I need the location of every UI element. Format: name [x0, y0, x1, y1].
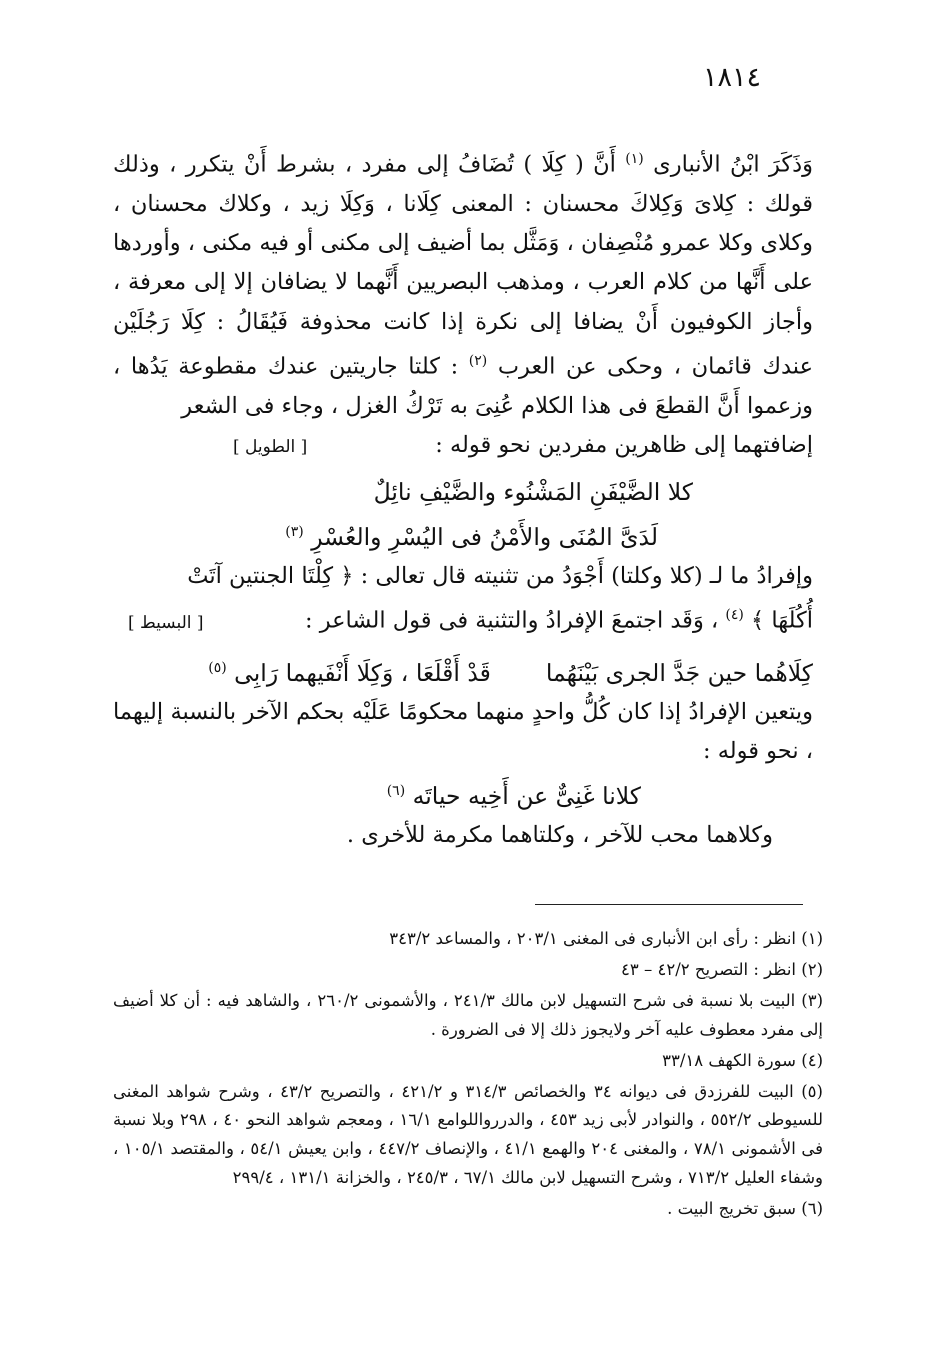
footnote-ref-1: (١) — [625, 151, 644, 167]
verse-1-hemistich-2 — [113, 513, 813, 557]
paragraph-2 — [113, 557, 813, 596]
footnote-1: (١) انظر : رأى ابن الأنبارى فى المغنى ٢٠٣/١ ، والمساعد ٣٤٣/٢ — [389, 929, 823, 948]
paragraph-4 — [113, 816, 813, 855]
footnotes — [113, 925, 823, 1226]
verse-2 — [113, 649, 813, 693]
footnote-ref-4: (٤) — [725, 607, 744, 624]
verse-1-hemistich-1 — [113, 473, 813, 512]
footnote-ref-3: (٣) — [285, 523, 304, 540]
text-run: ويتعين الإفرادُ إذا كان كُلُّ واحدٍ منهما محكومًا عَلَيْه بحكم الآخر بالنسبة إليهما ، نحو قوله : — [113, 699, 813, 765]
text-run: وكلاهما محب للآخر ، وكلتاهما مكرمة للأخرى . — [346, 821, 773, 848]
verse-3 — [113, 772, 813, 816]
text-run: وإفرادُ ما لـ (كلا وكلتا) أَجْوَدُ من تثنيته قال تعالى : ﴿ كِلْتَا الجنتين آتَتْ — [187, 562, 813, 589]
footnote-4: (٤) سورة الكهف ٣٣/١٨ — [662, 1050, 823, 1070]
text-run: أَنَّ ( كِلَا ) تُضَافُ إلى مفرد ، بشرط أَنْ يتكرر ، وذلك قولك : كِلاىَ وَكِلاكَ محسنان : المعنى كِلَانا ، وَكِلَا زيد ، وكلاك محسنان ، وكلاى وكلا عمرو مُنْصِفان ، وَمَثَّل بما أضيف إلى مكنى أو فيه مكنى ، وأوردها على أَنَّها من كلام العرب ، ومذهب البصريين أَنَّهما لا يضافان إلا إلى معرفة ، وأجاز الكوفيون أَنْ يضافا إلى نكرة إذا كانت محذوفة فَيُقَالُ : كِلَا رَجُلَيْن عندك قائمان ، وحكى عن العرب — [113, 151, 814, 380]
footnote-2: (٢) انظر : التصريح ٤٢/٢ – ٤٣ — [621, 959, 823, 979]
text-run: أُكُلَهَا ﴾ — [751, 607, 813, 634]
verse-hemistich-2: قَدْ أَقْلَعَا ، وَكِلَا أَنْفَيهما رَابِى — [234, 658, 491, 687]
footnote-ref-5: (٥) — [208, 659, 227, 676]
meter-label-tawil: [ الطويل ] — [233, 437, 308, 458]
text-run: : كلتا جاريتين عندك مقطوعة يَدُها ، وزعموا أَنَّ القطعَ فى هذا الكلام عُنِىَ به تَرْكُ الغزل ، وجاء فى الشعر — [113, 353, 813, 419]
text-run: وَذَكَرَ ابْنُ الأنبارى — [653, 151, 813, 178]
verse-hemistich-1: كِلَاهُما حين جَدَّ الجرى بَيْنَهُما — [545, 658, 813, 687]
text-run: ، وَقَد اجتمعَ الإفرادُ والتثنية فى قول الشاعر : — [304, 607, 719, 634]
paragraph-2-end — [113, 596, 813, 643]
main-text — [113, 140, 813, 855]
footnote-divider — [535, 904, 803, 905]
footnote-ref-2: (٢) — [468, 352, 488, 369]
text-run: إضافتهما إلى ظاهرين مفردين نحو قوله : — [435, 432, 813, 459]
verse-text: كلا الضَّيْفَنِ المَشْنُوء والضَّيْفِ نائِلٌ — [373, 478, 693, 507]
footnote-6: (٦) سبق تخريج البيت . — [667, 1199, 823, 1219]
verse-text: كلانا غَنِىٌّ عن أَخِيه حياتَه — [412, 781, 641, 810]
page-number: ١٨١٤ — [702, 62, 761, 93]
meter-label-basit: [ البسيط ] — [128, 612, 204, 633]
verse-text: لَدَىَّ المُنَى والأَمْنُ فى اليُسْرِ والعُسْرِ — [311, 522, 658, 551]
paragraph-3 — [113, 693, 813, 772]
footnote-5: (٥) البيت للفرزدق فى ديوانه ٣٤ والخصائص ٣١٤/٣ و ٤٢١/٢ ، والتصريح ٤٣/٢ ، وشرح شواهد المغنى للسيوطى ٥٥٢/٢ ، والنوادر لأبى زيد ٤٥٣ ، والدررواللوامع ١٦/١ ، ومعجم شواهد النحو ٤٠ ، ٢٩٨ وبلا نسبة فى الأشمونى ٧٨/١ ، والمغنى ٢٠٤ والهمع ٤١/١ ، والإنصاف ٤٤٧/٢ ، وابن يعيش ٥٤/١ ، والمقتصد ١٠٥/١ ، وشفاء العليل ٧١٣/٢ ، وشرح التسهيل لابن مالك ٦٧/١ ، ٢٤٥/٣ ، والخزانة ١٣١/١ ، ٢٩٩/٤ — [113, 1081, 824, 1188]
footnote-ref-6: (٦) — [386, 782, 406, 799]
footnote-3: (٣) البيت بلا نسبة فى شرح التسهيل لابن مالك ٢٤١/٣ ، والأشمونى ٢٦٠/٢ ، والشاهد فيه : أن كلا أضيف إلى مفرد معطوف عليه آخر ولايجوز ذلك إلا فى الضرورة . — [113, 990, 823, 1039]
paragraph-1-end — [113, 426, 813, 467]
paragraph-1 — [113, 140, 813, 426]
